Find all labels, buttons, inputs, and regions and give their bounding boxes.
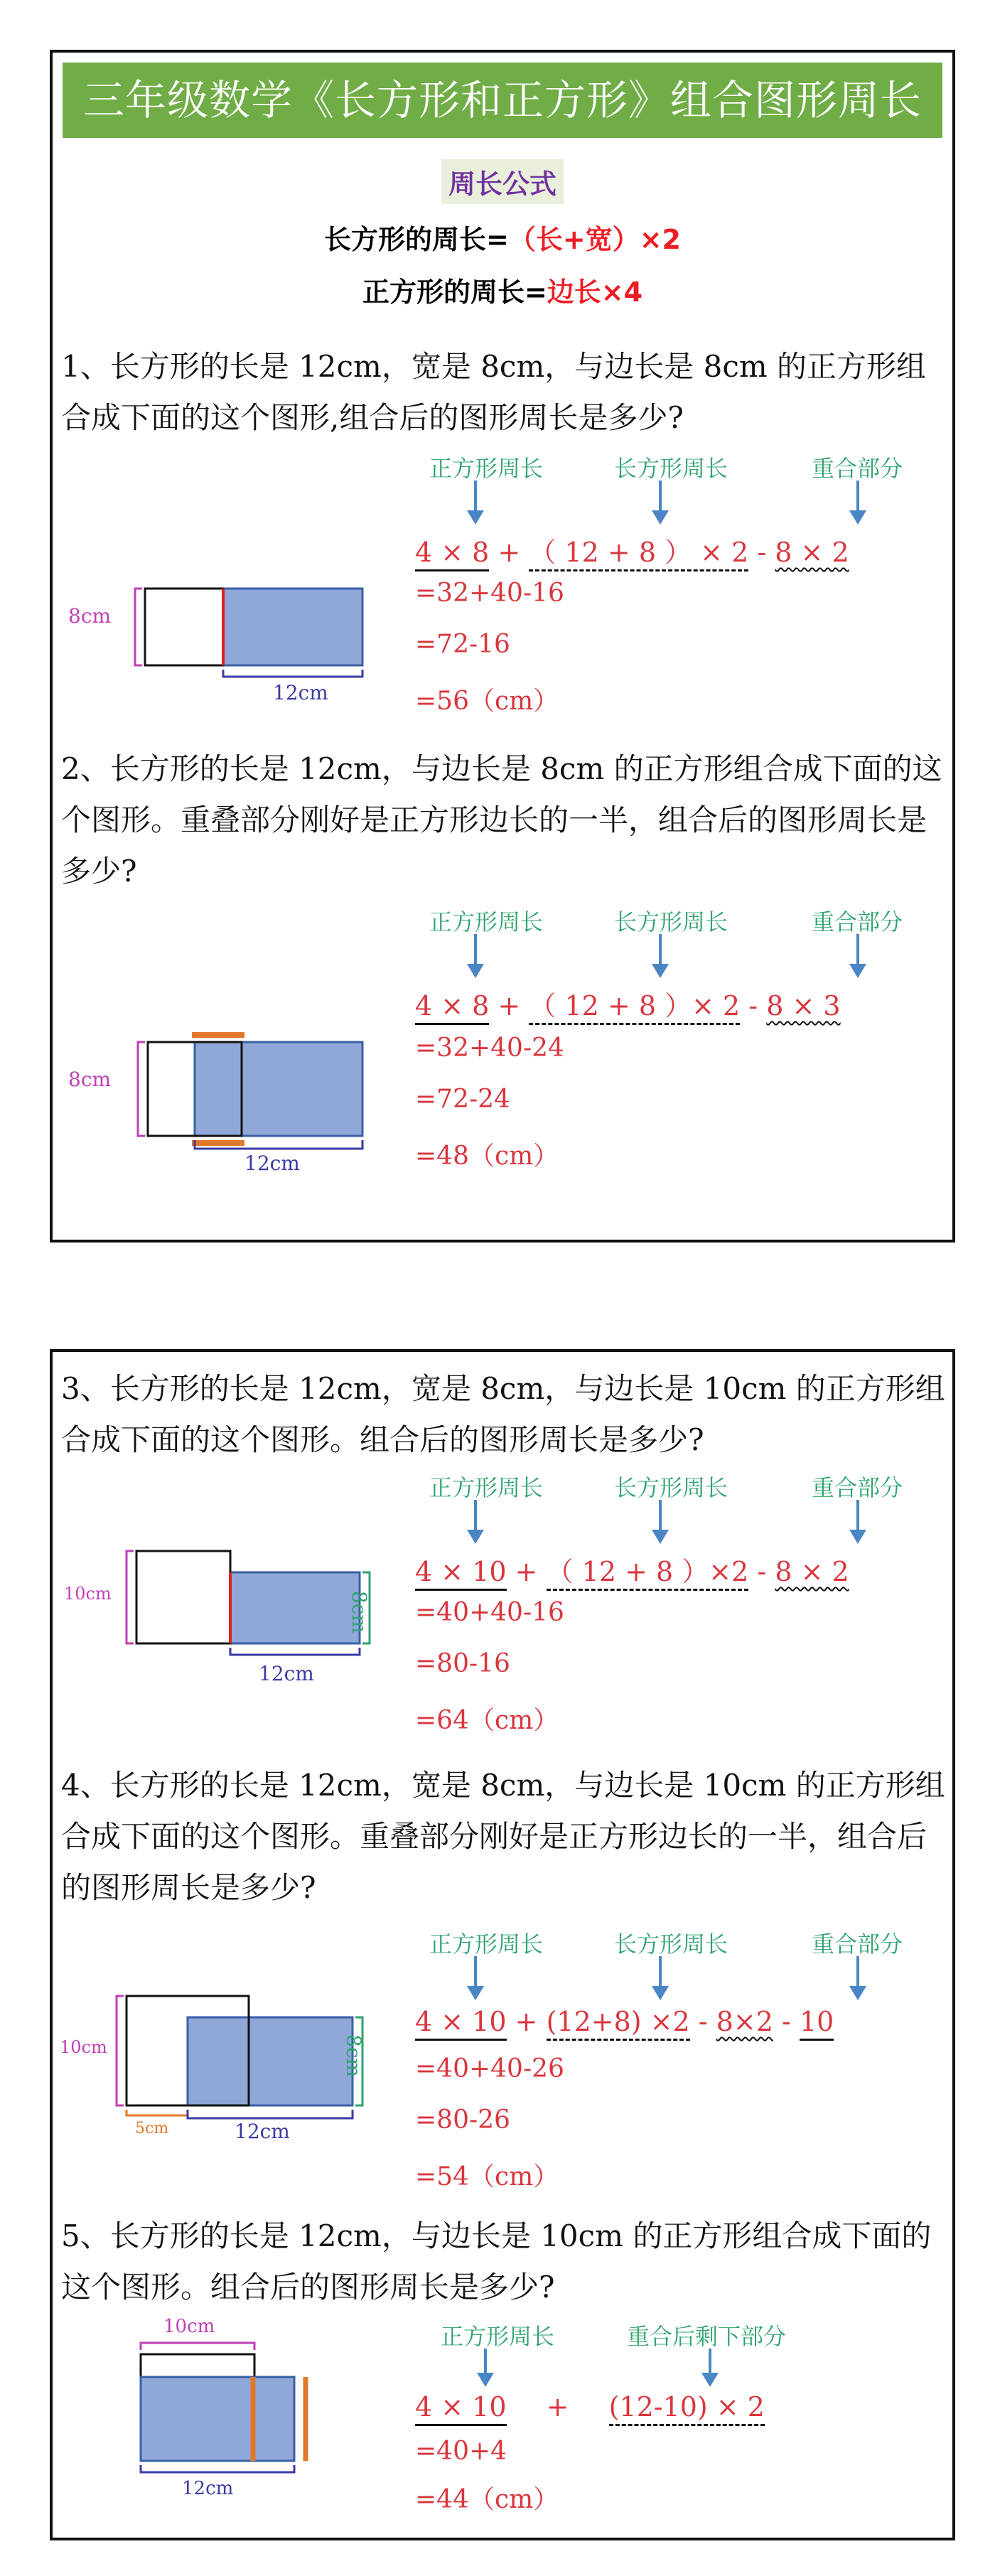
- problem-1-expr-minus: -: [757, 537, 767, 568]
- problem-3-arrow-2: [650, 1500, 671, 1545]
- square-formula-label: 正方形的周长=: [362, 277, 547, 308]
- problem-4-dim-square: 10cm: [60, 2037, 107, 2057]
- problem-4-expr-minus-2: -: [782, 2006, 791, 2037]
- problem-3-dim-length: 12cm: [259, 1662, 314, 1685]
- problem-5-expr-square: 4 × 10: [415, 2391, 507, 2426]
- problem-4-rectangle: [188, 2017, 353, 2105]
- problem-4-expr-plus: +: [515, 2006, 538, 2037]
- problem-1-length-bracket: [223, 670, 362, 677]
- problem-1-dim-length: 12cm: [273, 681, 328, 704]
- problem-4-offset-bracket: [127, 2110, 188, 2115]
- problem-5-dim-square: 10cm: [163, 2316, 215, 2337]
- problem-3-square: [136, 1551, 230, 1643]
- problem-1-label-square: 正方形周长: [429, 455, 544, 482]
- rect-formula-expr: （长+宽）×2: [508, 224, 681, 255]
- problem-2-dim-height: 8cm: [68, 1068, 112, 1091]
- problem-2-expr-rect: （ 12 + 8 ）× 2: [529, 990, 740, 1025]
- problem-2-label-overlap: 重合部分: [812, 908, 903, 935]
- problem-5-square-bracket: [141, 2343, 254, 2350]
- problem-4-expr-rect: (12+8) ×2: [547, 2006, 690, 2041]
- problem-1-expr-plus: +: [498, 537, 521, 568]
- problem-4-label-rect: 长方形周长: [614, 1931, 728, 1958]
- problem-4-question: 4、长方形的长是 12cm，宽是 8cm，与边长是 10cm 的正方形组合成下面的这个图形。重叠部分刚好是正方形边长的一半，组合后的图形周长是多少?: [61, 1768, 945, 1905]
- problem-5-expression: [415, 2391, 765, 2422]
- problem-4-dim-length: 12cm: [235, 2120, 290, 2143]
- page-title: 三年级数学《长方形和正方形》组合图形周长: [63, 63, 942, 138]
- formula-heading: 周长公式: [441, 159, 564, 204]
- problem-1-label-rect: 长方形周长: [614, 455, 728, 482]
- square-formula-expr: 边长×4: [547, 277, 643, 308]
- problem-4-step-3: =54（cm）: [415, 2162, 559, 2191]
- problem-5-dim-length: 12cm: [182, 2478, 234, 2499]
- problem-4-arrow-3: [847, 1956, 868, 2002]
- problem-3-length-bracket: [230, 1648, 360, 1655]
- problem-4-expr-inner-edge: 10: [800, 2006, 834, 2041]
- problem-3-expr-square: 4 × 10: [415, 1556, 507, 1591]
- problem-5-expr-plus: +: [546, 2391, 569, 2422]
- problem-4-expr-square: 4 × 10: [415, 2006, 507, 2041]
- problem-3-rectangle: [230, 1572, 360, 1643]
- problem-3-expr-minus: -: [757, 1556, 767, 1587]
- problem-3-label-square: 正方形周长: [429, 1474, 544, 1501]
- worksheet-page-1: [50, 50, 955, 1243]
- problem-5-arrow-1: [475, 2349, 496, 2388]
- problem-2-expr-square: 4 × 8: [415, 990, 489, 1025]
- problem-4-label-square: 正方形周长: [429, 1931, 544, 1958]
- problem-3-label-rect: 长方形周长: [614, 1474, 728, 1501]
- problem-4-expr-minus-1: -: [698, 2006, 708, 2037]
- problem-5-expr-remainder: (12-10) × 2: [609, 2391, 765, 2426]
- problem-2-expr-plus: +: [498, 990, 521, 1021]
- problem-3-expr-plus: +: [515, 1556, 538, 1587]
- problem-2-step-1: =32+40-24: [415, 1034, 564, 1063]
- problem-4-expression: [415, 2006, 834, 2037]
- problem-2-expression: [415, 984, 841, 1023]
- problem-1-arrow-3: [847, 481, 868, 526]
- problem-1-question: 1、长方形的长是 12cm，宽是 8cm，与边长是 8cm 的正方形组合成下面的这个图形,组合后的图形周长是多少?: [61, 349, 927, 435]
- problem-5-step-1: =40+4: [415, 2437, 507, 2466]
- problem-1-square: [145, 589, 223, 665]
- problem-5-label-square: 正方形周长: [441, 2323, 555, 2350]
- problem-4-step-1: =40+40-26: [415, 2054, 564, 2083]
- problem-1-step-3: =56（cm）: [415, 687, 559, 716]
- problem-1-step-1: =32+40-16: [415, 579, 564, 608]
- problem-2-expr-overlap: 8 × 3: [766, 990, 841, 1021]
- problem-5-rectangle: [141, 2377, 294, 2461]
- problem-3-step-2: =80-16: [415, 1649, 510, 1678]
- problem-2-arrow-1: [465, 934, 486, 980]
- problem-2-arrow-2: [650, 934, 671, 980]
- formula-heading-wrap: [53, 159, 952, 204]
- problem-4-expr-overlap: 8×2: [716, 2006, 773, 2037]
- problem-4-height-bracket: [117, 1996, 124, 2105]
- problem-3-expression: [415, 1550, 849, 1589]
- rect-formula-label: 长方形的周长=: [324, 224, 509, 255]
- problem-3-height-bracket: [127, 1551, 134, 1643]
- problem-1-expr-square: 4 × 8: [415, 537, 489, 571]
- rect-perimeter-formula: [53, 218, 952, 257]
- problem-2-step-2: =72-24: [415, 1085, 510, 1114]
- problem-3-arrow-3: [847, 1500, 868, 1545]
- problem-2-arrow-3: [847, 934, 868, 980]
- problem-2-rectangle: [195, 1042, 362, 1136]
- problem-1-expr-rect: （ 12 + 8 ） × 2: [529, 537, 748, 571]
- problem-5-question: 5、长方形的长是 12cm，与边长是 10cm 的正方形组合成下面的这个图形。组合后的图形周长是多少?: [61, 2218, 932, 2304]
- problem-1-label-overlap: 重合部分: [812, 455, 903, 482]
- problem-4-dim-width: 8cm: [342, 2034, 365, 2078]
- worksheet-page-2: [50, 1349, 955, 2540]
- problem-3-step-3: =64（cm）: [415, 1706, 559, 1735]
- problem-4-arrow-1: [465, 1956, 486, 2002]
- problem-4-length-bracket: [188, 2110, 353, 2118]
- problem-5-length-bracket: [141, 2465, 294, 2472]
- problem-4-step-2: =80-26: [415, 2105, 510, 2135]
- problem-3-step-1: =40+40-16: [415, 1598, 564, 1627]
- problem-1-step-2: =72-16: [415, 630, 510, 659]
- problem-4-arrow-2: [650, 1956, 671, 2002]
- problem-1-expression: [415, 530, 849, 569]
- square-perimeter-formula: [53, 270, 952, 309]
- problem-3-dim-square: 10cm: [64, 1584, 112, 1604]
- problem-3-arrow-1: [465, 1500, 486, 1545]
- problem-1-rectangle: [223, 589, 362, 665]
- problem-1-arrow-1: [465, 481, 486, 526]
- problem-1-dim-height: 8cm: [68, 604, 112, 628]
- problem-5-figure: [53, 2326, 408, 2539]
- problem-1-expr-overlap: 8 × 2: [775, 537, 849, 568]
- problem-3-question: 3、长方形的长是 12cm，宽是 8cm，与边长是 10cm 的正方形组合成下面的这个图形。组合后的图形周长是多少?: [61, 1371, 945, 1457]
- problem-4-dim-offset: 5cm: [135, 2120, 169, 2137]
- problem-5-label-remainder: 重合后剩下部分: [627, 2323, 787, 2350]
- problem-4-label-overlap: 重合部分: [812, 1931, 903, 1958]
- problem-1-arrow-2: [650, 481, 671, 526]
- problem-2-label-rect: 长方形周长: [614, 908, 728, 935]
- problem-2-step-3: =48（cm）: [415, 1142, 559, 1171]
- problem-2-figure: [53, 970, 408, 1154]
- problem-3-expr-overlap: 8 × 2: [775, 1556, 849, 1587]
- problem-2-dim-length: 12cm: [244, 1152, 300, 1175]
- problem-5-step-2: =44（cm）: [415, 2485, 559, 2514]
- problem-1-height-bracket: [135, 589, 142, 665]
- problem-2-height-bracket: [138, 1042, 145, 1136]
- problem-5-arrow-2: [699, 2349, 721, 2388]
- problem-2-expr-minus: -: [748, 990, 758, 1021]
- problem-3-expr-rect: （ 12 + 8 ）×2: [547, 1556, 749, 1591]
- problem-3-dim-width: 8cm: [348, 1591, 371, 1634]
- problem-2-question: 2、长方形的长是 12cm，与边长是 8cm 的正方形组合成下面的这个图形。重叠部分刚好是正方形边长的一半，组合后的图形周长是多少?: [61, 751, 942, 889]
- problem-2-label-square: 正方形周长: [429, 908, 544, 935]
- problem-3-label-overlap: 重合部分: [812, 1474, 903, 1501]
